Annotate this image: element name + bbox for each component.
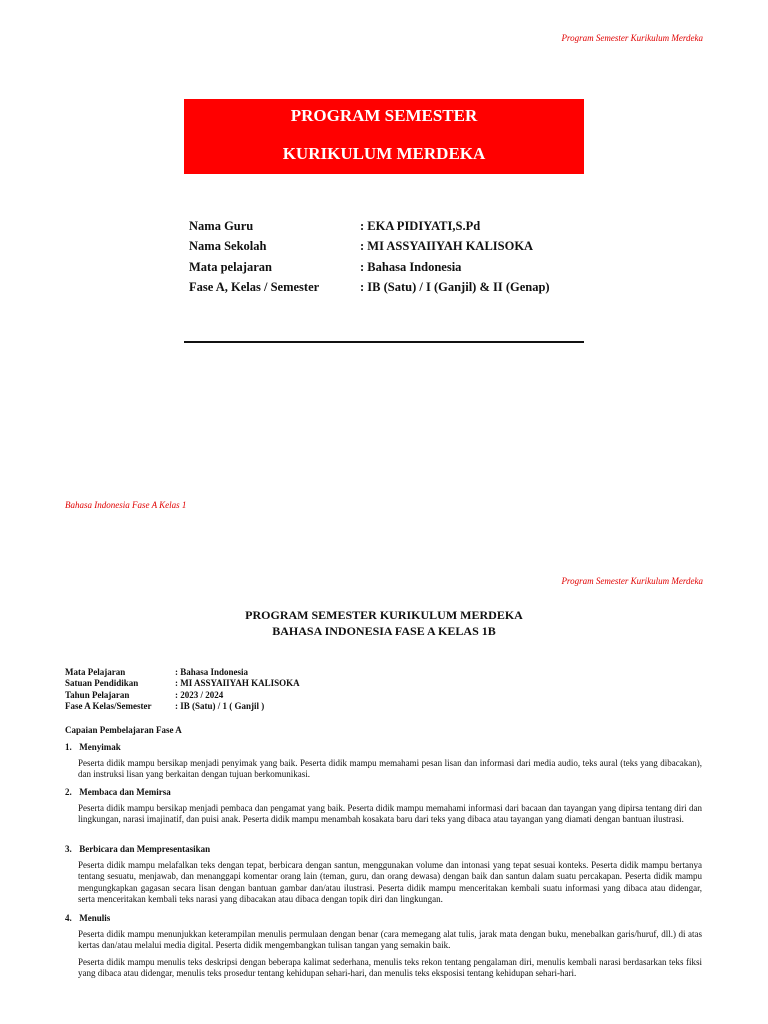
capaian-heading: Capaian Pembelajaran Fase A [65, 725, 182, 735]
section-title-menyimak [65, 742, 121, 752]
paragraph-menulis-2: Peserta didik mampu menulis teks deskripsi dengan beberapa kalimat sederhana, menulis teks rekon tentang pengalaman diri, menulis kembali narasi berdasarkan teks fiksi yang dibaca atau didengar, menulis teks prosedur tentang kehidupan sehari-hari, dan menulis teks eksposisi tentang kehidupan sehari-hari. [78, 957, 702, 979]
subject-info-block [65, 667, 565, 712]
paragraph-membaca: Peserta didik mampu bersikap menjadi pembaca dan pengamat yang baik. Peserta didik mampu memahami informasi dari bacaan dan tayangan yang dipirsa tentang diri dan lingkungan, narasi imajinatif, dan puisi anak. Peserta didik mampu menambah kosakata baru dari teks yang dibaca atau tayangan yang diamati dengan bantuan ilustrasi. [78, 803, 702, 825]
info-label: Nama Sekolah [189, 239, 267, 254]
section-number: 2. [65, 787, 72, 797]
horizontal-divider [184, 341, 584, 343]
page2-title-line-1: PROGRAM SEMESTER KURIKULUM MERDEKA [245, 608, 523, 622]
info2-value: : MI ASSYAIIYAH KALISOKA [175, 678, 300, 689]
info-row-nama-guru [189, 219, 609, 239]
page2-title-line-2: BAHASA INDONESIA FASE A KELAS 1B [272, 624, 496, 638]
info2-label: Mata Pelajaran [65, 667, 126, 677]
title-banner [184, 99, 584, 174]
teacher-info-block [189, 219, 609, 300]
paragraph-menyimak: Peserta didik mampu bersikap menjadi penyimak yang baik. Peserta didik mampu memahami pesan lisan dan informasi dari media audio, teks aural (teks yang dibacakan), dan instruksi lisan yang berkaitan dengan tujuan berkomunikasi. [78, 758, 702, 780]
section-number: 3. [65, 844, 72, 854]
info-value: : IB (Satu) / I (Ganjil) & II (Genap) [360, 279, 550, 294]
title-line-2: KURIKULUM MERDEKA [282, 144, 486, 163]
page2-title [0, 607, 768, 639]
info-label: Nama Guru [189, 219, 254, 233]
info2-value: : 2023 / 2024 [175, 689, 224, 700]
info-label: Mata pelajaran [189, 259, 272, 274]
info-label: Fase A, Kelas / Semester [189, 279, 320, 294]
section-title-menulis [65, 913, 110, 923]
section-number: 4. [65, 913, 72, 923]
section-label: Membaca dan Memirsa [79, 787, 171, 797]
section-title-membaca [65, 787, 171, 797]
page1-footer-note: Bahasa Indonesia Fase A Kelas 1 [65, 500, 187, 510]
info-row-fase-kelas [189, 280, 609, 300]
info-value: : Bahasa Indonesia [360, 259, 462, 274]
page2-header-note: Program Semester Kurikulum Merdeka [561, 576, 703, 586]
page1-header-note: Program Semester Kurikulum Merdeka [561, 33, 703, 43]
info2-row [65, 678, 565, 689]
info-value: : EKA PIDIYATI,S.Pd [360, 219, 481, 233]
info-value: : MI ASSYAIIYAH KALISOKA [360, 239, 534, 254]
paragraph-menulis-1: Peserta didik mampu menunjukkan keterampilan menulis permulaan dengan benar (cara memegang alat tulis, jarak mata dengan buku, menebalkan garis/huruf, dll.) di atas kertas dan/atau melalui media digital. Peserta didik mengembangkan tulisan tangan yang semakin baik. [78, 929, 702, 951]
info2-label: Fase A Kelas/Semester [65, 700, 152, 711]
section-label: Berbicara dan Mempresentasikan [79, 844, 211, 854]
info2-label: Tahun Pelajaran [65, 689, 130, 700]
section-title-berbicara [65, 844, 210, 854]
section-label: Menyimak [79, 742, 121, 752]
title-line-1: PROGRAM SEMESTER [290, 106, 478, 125]
info2-value: : Bahasa Indonesia [175, 667, 249, 677]
paragraph-berbicara: Peserta didik mampu melafalkan teks dengan tepat, berbicara dengan santun, menggunakan volume dan intonasi yang tepat sesuai konteks. Peserta didik mampu bertanya tentang sesuatu, menjawab, dan menanggapi komentar orang lain (teman, guru, dan orang dewasa) dengan baik dan santun dalam suatu percakapan. Peserta didik mampu mengungkapkan gagasan secara lisan dengan bantuan gambar dan/atau ilustrasi. Peserta didik mampu menceritakan kembali suatu informasi yang dibaca atau didengar, serta menceritakan kembali teks narasi yang dibacakan atau dibaca dengan topik diri dan lingkungan. [78, 860, 702, 905]
info2-value: : IB (Satu) / 1 ( Ganjil ) [175, 700, 265, 711]
section-number: 1. [65, 742, 72, 752]
info-row-nama-sekolah [189, 239, 609, 259]
info-row-mata-pelajaran [189, 260, 609, 280]
info2-label: Satuan Pendidikan [65, 678, 139, 689]
section-label: Menulis [79, 913, 111, 923]
info2-row [65, 667, 565, 678]
info2-row [65, 690, 565, 701]
info2-row [65, 701, 565, 712]
